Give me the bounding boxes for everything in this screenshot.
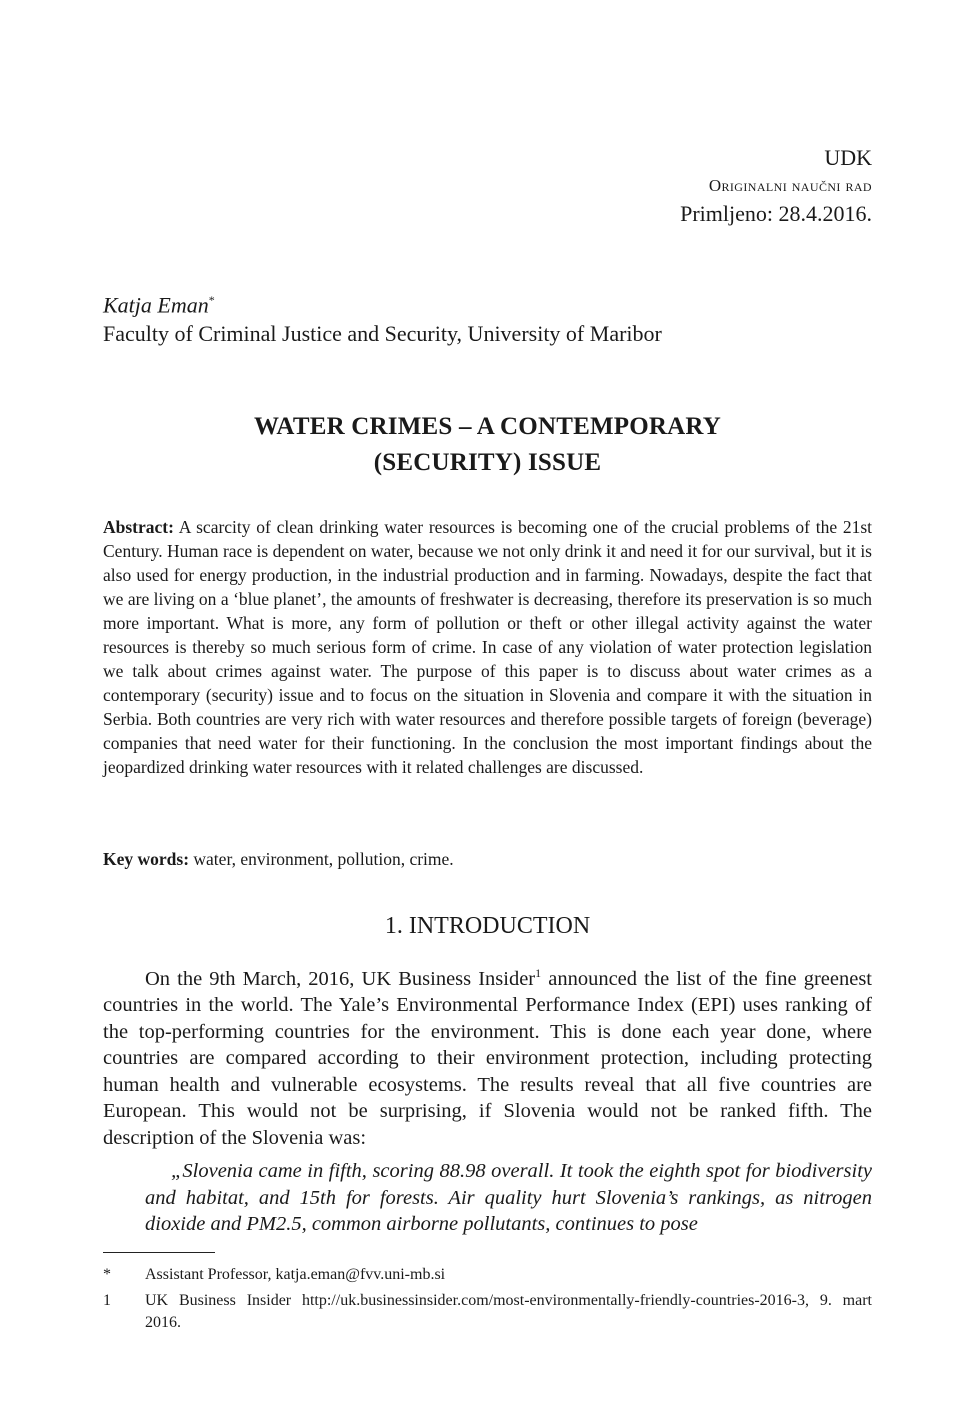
author-name-text: Katja Eman [103, 292, 209, 318]
footnote-1 [103, 1290, 872, 1334]
article-metadata [680, 144, 872, 228]
intro-text-start: On the 9th March, 2016, UK Business Insider [145, 967, 536, 990]
footnote-text: UK Business Insider http://uk.businessinsider.com/most-environmentally-friendly-countries-2016-3, 9. mart 2016. [145, 1292, 872, 1331]
abstract [103, 516, 872, 779]
abstract-label: Abstract: [103, 517, 174, 537]
intro-paragraph [103, 960, 872, 1151]
footnote-ref-1[interactable]: 1 [535, 966, 542, 980]
author-footnote-mark: * [208, 293, 215, 307]
received-date: Primljeno: 28.4.2016. [680, 201, 872, 226]
intro-text-rest: announced the list of the fine greenest countries in the world. The Yale’s Environmental Performance Index (EPI) uses ranking of the top-performing countries for the environment. This is done each year done, where countries are compared according to their environment protection, including protecting human health and vulnerable ecosystems. The results reveal that all five countries are European. This would not be surprising, if Slovenia would not be ranked fifth. The description of the Slovenia was: [103, 967, 872, 1149]
section-heading: 1. INTRODUCTION [384, 913, 591, 939]
author-affiliation: Faculty of Criminal Justice and Security, University of Maribor [103, 321, 662, 347]
footnote-author [103, 1264, 872, 1286]
author-name [103, 285, 662, 320]
author-block [103, 285, 662, 348]
keywords-text: water, environment, pollution, crime. [189, 849, 454, 869]
footnote-mark: * [103, 1266, 111, 1283]
footnote-text: Assistant Professor, katja.eman@fvv.uni-mb.si [145, 1266, 446, 1283]
title-line-1: WATER CRIMES – A CONTEMPORARY [254, 413, 721, 440]
block-quote: „Slovenia came in fifth, scoring 88.98 overall. It took the eighth spot for biodiversity and habitat, and 15th for forests. Air quality hurt Slovenia’s rankings, as nitrogen dioxide and PM2.5, common airborne pollutants, continues to pose [145, 1160, 872, 1235]
footnote-mark: 1 [103, 1292, 111, 1309]
paper-title [103, 409, 872, 481]
keywords [103, 847, 872, 871]
keywords-label: Key words: [103, 849, 190, 869]
title-line-2: (SECURITY) ISSUE [373, 449, 602, 476]
footnote-divider [103, 1252, 215, 1253]
paper-type: Originalni naučni rad [708, 176, 872, 195]
abstract-text: A scarcity of clean drinking water resources is becoming one of the crucial problems of the 21st Century. Human race is dependent on water, because we not only drink it and need it for our survival, but it is also used for energy production, in the industrial production and in farming. Nowadays, despite the fact that we are living on a ‘blue planet’, the amounts of freshwater is decreasing, therefore its preservation is so much more important. What is more, any form of pollution or theft or other illegal activity against the water resources is thereby so much serious form of crime. In case of any violation of water protection legislation we talk about crimes against water. The purpose of this paper is to discuss about water crimes as a contemporary (security) issue and to focus on the situation in Slovenia and compare it with the situation in Serbia. Both countries are very rich with water resources and therefore possible targets of foreign (beverage) companies that need water for their functioning. In the conclusion the most important findings about the jeopardized drinking water resources with it related challenges are discussed. [103, 517, 872, 777]
udk-label: UDK [824, 145, 872, 170]
